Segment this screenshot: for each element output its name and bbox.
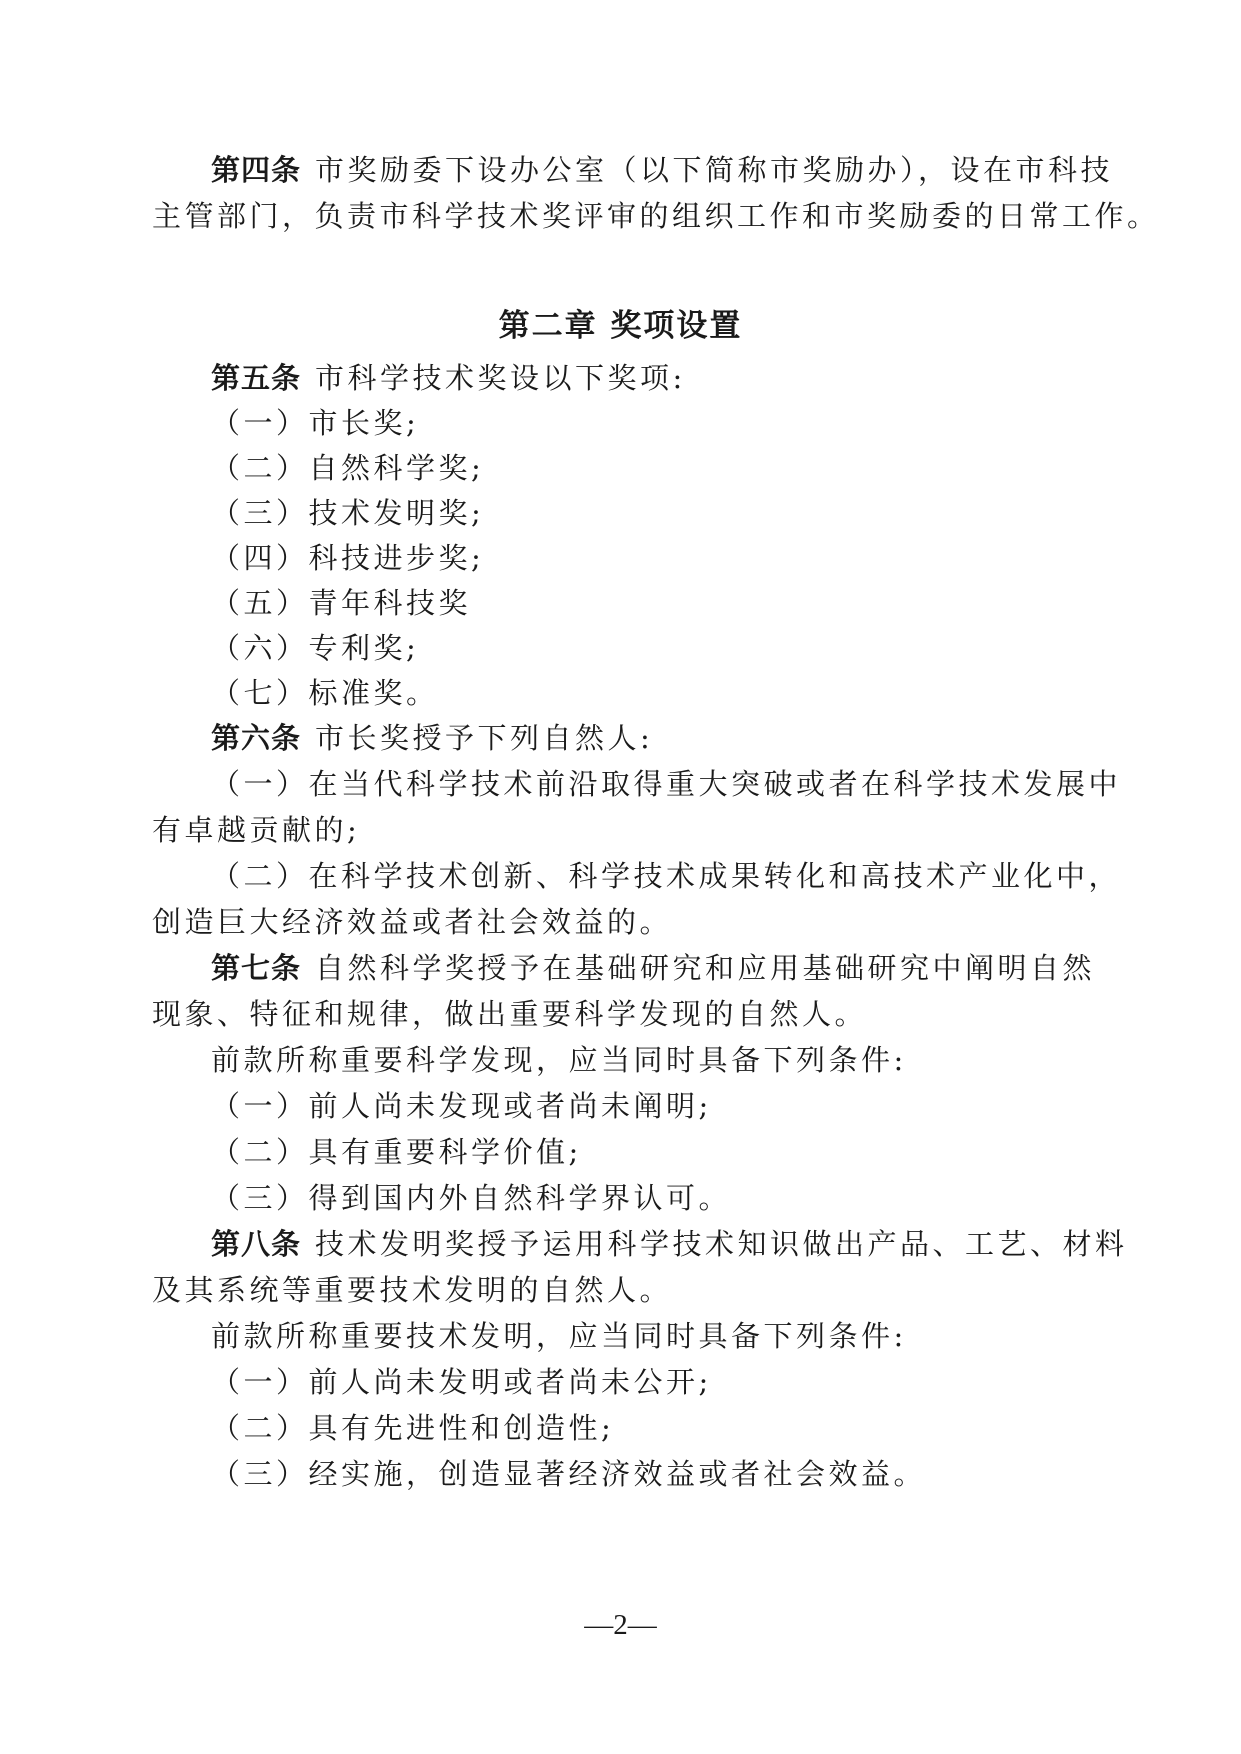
- article-heading: 第四条: [211, 153, 302, 187]
- article-4-line-2: 主管部门，负责市科学技术奖评审的组织工作和市奖励委的日常工作。: [152, 199, 1160, 233]
- chapter-title: 第二章 奖项设置: [498, 308, 743, 344]
- article-heading: 第七条: [211, 951, 302, 985]
- list-item: （四）科技进步奖;: [211, 541, 485, 575]
- article-text: 市长奖授予下列自然人:: [315, 721, 654, 755]
- article-7-line-2: 现象、特征和规律，做出重要科学发现的自然人。: [152, 997, 868, 1031]
- list-item: （二）具有先进性和创造性;: [211, 1411, 615, 1445]
- list-item: （六）专利奖;: [211, 631, 420, 665]
- article-text: 市奖励委下设办公室（以下简称市奖励办），设在市科技: [315, 153, 1114, 187]
- paragraph: 前款所称重要技术发明，应当同时具备下列条件:: [211, 1319, 907, 1353]
- article-4-line-1: [211, 147, 1113, 193]
- article-5-line-1: [211, 355, 686, 401]
- article-heading: 第八条: [211, 1227, 302, 1261]
- list-item: （二）具有重要科学价值;: [211, 1135, 582, 1169]
- list-item: （五）青年科技奖: [211, 586, 472, 620]
- list-item: （二）自然科学奖;: [211, 451, 485, 485]
- list-item: （一）前人尚未发明或者尚未公开;: [211, 1365, 712, 1399]
- list-item: （一）前人尚未发现或者尚未阐明;: [211, 1089, 712, 1123]
- list-item: （二）在科学技术创新、科学技术成果转化和高技术产业化中，: [211, 859, 1122, 893]
- list-item: （三）经实施，创造显著经济效益或者社会效益。: [211, 1457, 927, 1491]
- list-item: （七）标准奖。: [211, 676, 439, 710]
- article-text: 市科学技术奖设以下奖项:: [315, 361, 686, 395]
- list-item: （三）得到国内外自然科学界认可。: [211, 1181, 732, 1215]
- article-8-line-2: 及其系统等重要技术发明的自然人。: [152, 1273, 673, 1307]
- article-heading: 第六条: [211, 721, 302, 755]
- list-item: （一）市长奖;: [211, 406, 420, 440]
- article-text: 自然科学奖授予在基础研究和应用基础研究中阐明自然: [315, 951, 1096, 985]
- list-item-continuation: 有卓越贡献的;: [152, 813, 361, 847]
- list-item-continuation: 创造巨大经济效益或者社会效益的。: [152, 905, 673, 939]
- article-text: 技术发明奖授予运用科学技术知识做出产品、工艺、材料: [315, 1227, 1128, 1261]
- page-number: —2—: [584, 1609, 657, 1641]
- article-6-line-1: [211, 715, 653, 761]
- list-item: （三）技术发明奖;: [211, 496, 485, 530]
- list-item: （一）在当代科学技术前沿取得重大突破或者在科学技术发展中: [211, 767, 1122, 801]
- article-7-line-1: [211, 945, 1095, 991]
- article-heading: 第五条: [211, 361, 302, 395]
- article-8-line-1: [211, 1221, 1128, 1267]
- paragraph: 前款所称重要科学发现，应当同时具备下列条件:: [211, 1043, 907, 1077]
